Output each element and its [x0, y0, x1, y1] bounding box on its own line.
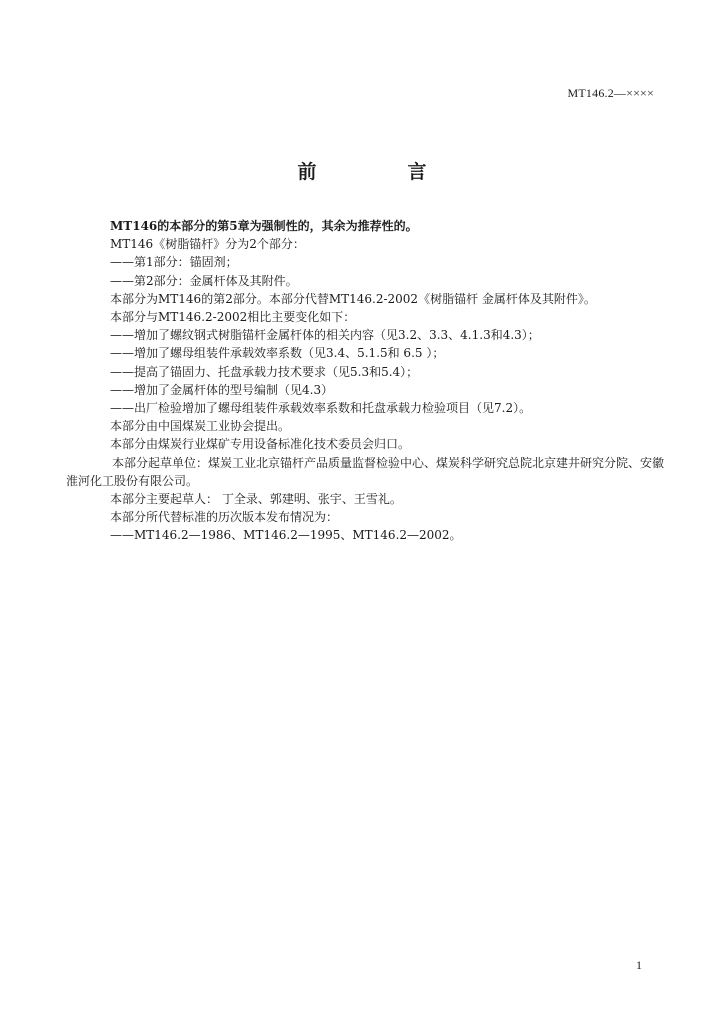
paragraph-changes-intro: 本部分与MT146.2-2002相比主要变化如下： — [110, 310, 356, 325]
page-title: 前 言 — [297, 161, 463, 183]
paragraph-change-3: ——提高了锚固力、托盘承载力技术要求（见5.3和5.4）； — [110, 364, 419, 379]
paragraph-drafting-units: 本部分起草单位：煤炭工业北京锚杆产品质量监督检验中心、煤炭科学研究总院北京建井研究分院、安徽淮河化工股份有限公司。 — [66, 455, 665, 488]
paragraph-parts-intro: MT146《树脂锚杆》分为2个部分： — [110, 237, 305, 252]
document-code: MT146.2—×××× — [567, 86, 654, 100]
paragraph-replaces: 本部分为MT146的第2部分。本部分代替MT146.2-2002《树脂锚杆 金属杆体及其附件》。 — [110, 291, 596, 306]
paragraph-part-2: ——第2部分：金属杆体及其附件。 — [110, 273, 298, 288]
paragraph-part-1: ——第1部分：锚固剂； — [110, 255, 238, 270]
paragraph-proposed-by: 本部分由中国煤炭工业协会提出。 — [110, 419, 291, 434]
paragraph-change-5: ——出厂检验增加了螺母组装件承载效率系数和托盘承载力检验项目（见7.2）。 — [110, 401, 532, 416]
paragraph-mandatory-clause: MT146的本部分的第5章为强制性的，其余为推荐性的。 — [110, 219, 418, 233]
paragraph-change-4: ——增加了金属杆体的型号编制（见4.3） — [110, 382, 334, 397]
paragraph-centralized-by: 本部分由煤炭行业煤矿专用设备标准化技术委员会归口。 — [110, 437, 411, 452]
paragraph-drafters: 本部分主要起草人： 丁全录、郭建明、张宇、王雪礼。 — [110, 492, 402, 507]
paragraph-change-2: ——增加了螺母组装件承载效率系数（见3.4、5.1.5和 6.5 ）； — [110, 346, 445, 361]
paragraph-history-list: ——MT146.2—1986、MT146.2—1995、MT146.2—2002。 — [110, 528, 462, 543]
page-number: 1 — [636, 958, 642, 972]
paragraph-change-1: ——增加了螺纹钢式树脂锚杆金属杆体的相关内容（见3.2、3.3、4.1.3和4.3）； — [110, 328, 540, 343]
paragraph-history-intro: 本部分所代替标准的历次版本发布情况为： — [110, 510, 339, 525]
foreword-body — [66, 217, 668, 545]
